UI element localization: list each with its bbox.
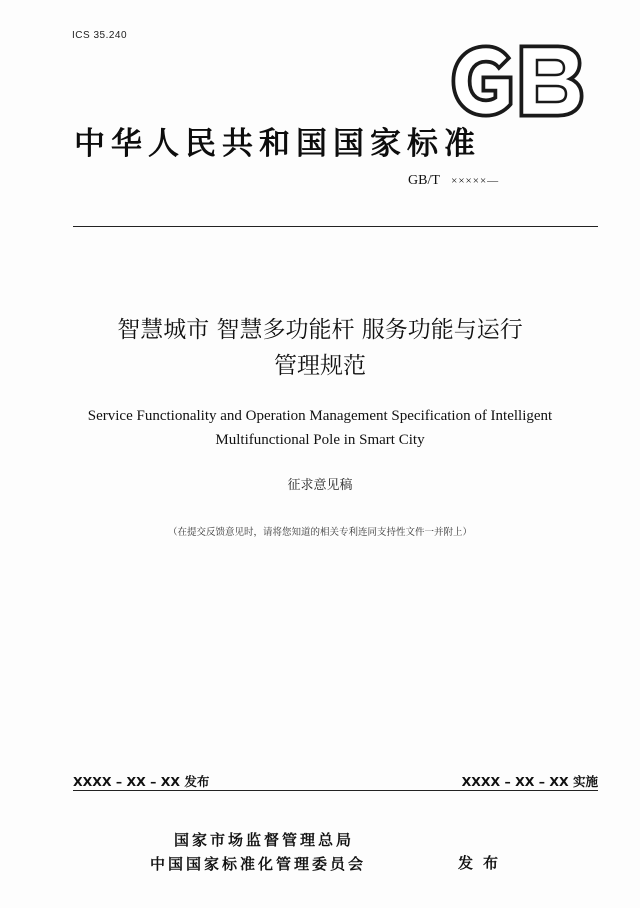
standard-number-placeholder: ×××××— [451,175,500,187]
standard-type-heading: 中华人民共和国国家标准 [74,126,481,162]
issue-date: XXXX – XX – XX 发布 [73,774,210,789]
chinese-title [40,312,600,384]
issuer-sac: 中国国家标准化管理委员会 [150,855,367,873]
english-title [40,404,600,452]
english-title-line-1: Service Functionality and Operation Management Specification of Intelligent [87,408,553,424]
issuing-authorities [150,828,510,876]
english-title-line-2: Multifunctional Pole in Smart City [215,432,425,448]
draft-feedback-note: （在提交反馈意见时，请将您知道的相关专利连同支持性文件一并附上） [167,527,472,538]
standard-number-prefix: GB/T [408,173,440,188]
publish-label: 发布 [458,854,509,872]
ics-code: ICS 35.240 [72,30,128,41]
chinese-title-line-1: 智慧城市 智慧多功能杆 服务功能与运行 [117,317,523,343]
bottom-divider [73,790,598,791]
gb-logo [450,44,584,118]
standard-number [408,173,499,189]
issuer-samr: 国家市场监督管理总局 [174,831,355,849]
chinese-title-line-2: 管理规范 [274,353,366,379]
top-divider [73,226,598,227]
implementation-date: XXXX – XX – XX 实施 [461,774,598,789]
draft-status-label: 征求意见稿 [287,478,353,493]
